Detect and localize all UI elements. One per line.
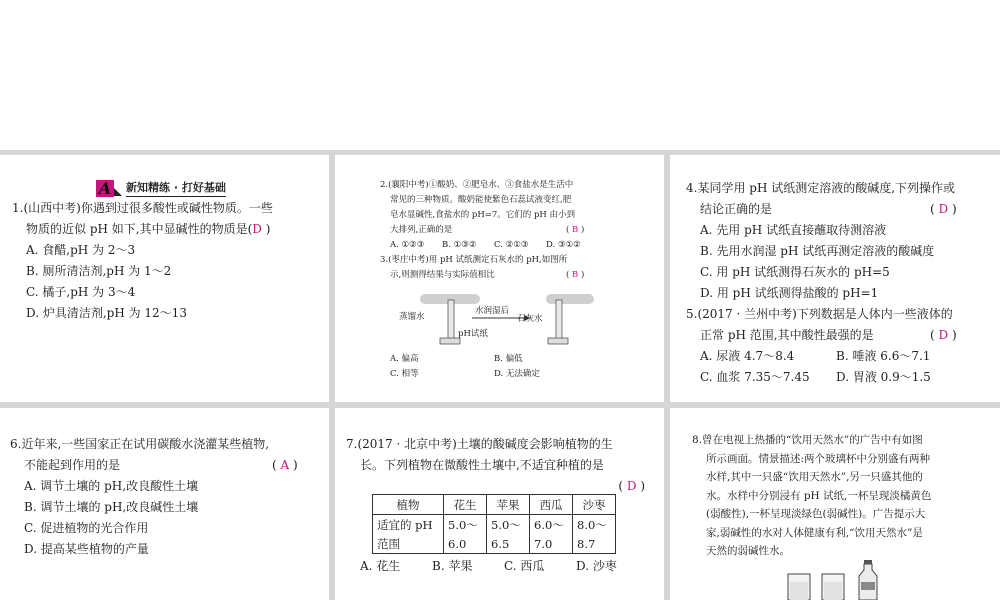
q1-option-d: D. 炉具清洁剂,pH 为 12～13	[26, 306, 187, 320]
q4-option-c: C. 用 pH 试纸测得石灰水的 pH=5	[700, 265, 890, 279]
section-header	[96, 179, 226, 197]
table-cell: 6.0	[444, 534, 487, 554]
q6-answer: A	[280, 458, 290, 472]
q7-ph-table	[372, 494, 616, 554]
bottle-label-icon	[861, 582, 875, 590]
q3-options	[390, 352, 540, 382]
ph-paper-left-icon	[440, 338, 460, 344]
q8-line3: 水样,其中一只盛“饮用天然水”,另一只盛其他的	[706, 471, 923, 483]
section-arrow-icon	[114, 188, 122, 196]
q6-option-b: B. 调节土壤的 pH,改良碱性土壤	[24, 500, 199, 514]
hand-right-icon	[546, 294, 594, 304]
q5-option-a: A. 尿液 4.7～8.4	[700, 349, 795, 363]
q1-answer: D	[252, 222, 262, 236]
q7-option-d: D. 沙枣	[576, 559, 617, 573]
q8-line1: 8.曾在电视上热播的“饮用天然水”的广告中有如图	[692, 434, 923, 446]
q1-line2: 物质的近似 pH 如下,其中显碱性的物质是(D )	[26, 222, 271, 236]
table-cell: 8.7	[573, 534, 616, 554]
q8-line6: 家,弱碱性的水对人体健康有利,“饮用天然水”是	[706, 526, 923, 539]
q3-answer: B	[572, 270, 579, 280]
top-blank-area	[0, 0, 1000, 150]
q8-line4: 水。水样中分别浸有 pH 试纸,一杯呈现淡橘黄色	[706, 489, 932, 502]
question-4	[686, 178, 976, 388]
dropper-left-icon	[448, 300, 454, 340]
section-title: 新知精练 · 打好基础	[126, 179, 226, 197]
table-row	[373, 495, 616, 515]
q4-line2: 结论正确的是 ( D )	[700, 202, 957, 216]
table-cell: 6.0～	[530, 515, 573, 535]
q5-option-d: D. 胃液 0.9～1.5	[836, 370, 931, 384]
table-cell: 5.0～	[487, 515, 530, 535]
q3-line2: 示,则测得结果与实际值相比 ( B )	[390, 270, 585, 280]
q4-option-b: B. 先用水润湿 pH 试纸再测定溶液的酸碱度	[700, 244, 935, 258]
q8-line2: 所示画面。情景描述:两个玻璃杯中分别盛有两种	[706, 452, 931, 465]
q7-option-a: A. 花生	[360, 559, 401, 573]
table-header-cell: 花生	[444, 495, 487, 515]
table-row	[373, 515, 616, 535]
q1-line1: 1.(山西中考)你遇到过很多酸性或碱性物质。一些	[12, 201, 273, 215]
q6-option-d: D. 提高某些植物的产量	[24, 542, 149, 556]
question-8	[692, 431, 931, 561]
q2-options	[380, 238, 602, 253]
q6-option-c: C. 促进植物的光合作用	[24, 521, 149, 535]
ph-paper-right-icon	[548, 338, 568, 344]
question-7	[346, 434, 651, 497]
q4-answer: D	[938, 202, 949, 216]
q1-option-c: C. 橘子,pH 为 3～4	[26, 285, 136, 299]
question-2	[380, 178, 602, 283]
q2-line3: 皂水显碱性,食盐水的 pH=7。它们的 pH 由小到	[390, 210, 576, 220]
q8-line7: 天然的弱碱性水。	[706, 545, 790, 557]
water-right-icon	[824, 582, 842, 600]
q4-option-d: D. 用 pH 试纸测得盐酸的 pH=1	[700, 286, 879, 300]
section-badge: A	[96, 180, 114, 197]
q4-option-a: A. 先用 pH 试纸直接蘸取待测溶液	[700, 223, 887, 237]
bottle-cap-icon	[864, 560, 872, 564]
q8-line5: (弱酸性),一杯呈现淡绿色(弱碱性)。广告提示大	[706, 508, 926, 520]
table-header-cell: 植物	[373, 495, 444, 515]
q2-line4: 大排列,正确的是 ( B )	[390, 225, 585, 235]
table-cell: 适宜的 pH	[373, 515, 444, 535]
q6-line1: 6.近年来,一些国家正在试用碳酸水浇灌某些植物,	[10, 437, 270, 451]
table-header-cell: 西瓜	[530, 495, 573, 515]
q7-option-c: C. 西瓜	[504, 559, 545, 573]
q5-answer: D	[938, 328, 949, 342]
table-row	[373, 534, 616, 554]
q3-option-b: B. 偏低	[494, 354, 523, 364]
q2-option-b: B. ①③②	[442, 240, 477, 250]
q7-line1: 7.(2017 · 北京中考)土壤的酸碱度会影响植物的生	[346, 437, 613, 451]
q7-options	[360, 556, 617, 577]
q8-cups-bottle-figure	[780, 560, 890, 600]
q7-answer: D	[626, 479, 637, 493]
table-cell: 7.0	[530, 534, 573, 554]
question-1	[12, 198, 273, 324]
q2-answer: B	[572, 225, 579, 235]
q5-option-c: C. 血浆 7.35～7.45	[700, 370, 810, 384]
table-cell: 8.0～	[573, 515, 616, 535]
fig-label-limewater: 石灰水	[517, 314, 543, 324]
q6-option-a: A. 调节土壤的 pH,改良酸性土壤	[24, 479, 199, 493]
q5-option-b: B. 唾液 6.6～7.1	[836, 349, 931, 363]
table-header-cell: 沙枣	[573, 495, 616, 515]
table-cell: 5.0～	[444, 515, 487, 535]
q7-line2: 长。下列植物在微酸性土壤中,不适宜种植的是	[360, 458, 604, 472]
fig-label-paper: pH试纸	[458, 329, 488, 339]
q3-option-d: D. 无法确定	[494, 369, 540, 379]
q5-line1: 5.(2017 · 兰州中考)下列数据是人体内一些液体的	[686, 307, 953, 321]
q4-line1: 4.某同学用 pH 试纸测定溶液的酸碱度,下列操作或	[686, 181, 956, 195]
q2-line1: 2.(襄阳中考)①酸奶、②肥皂水、③食盐水是生活中	[380, 180, 574, 190]
dropper-right-icon	[556, 300, 562, 340]
q3-line1: 3.(枣庄中考)用 pH 试纸测定石灰水的 pH,如图所	[380, 255, 568, 265]
q2-option-d: D. ③①②	[546, 240, 581, 250]
q1-option-a: A. 食醋,pH 为 2～3	[26, 243, 136, 257]
fig-label-water: 蒸馏水	[399, 312, 425, 322]
q6-line2: 不能起到作用的是 ( A )	[24, 458, 298, 472]
q7-option-b: B. 苹果	[432, 559, 473, 573]
q7-answer-line: ( D )	[618, 479, 645, 493]
q5-line2: 正常 pH 范围,其中酸性最强的是 ( D )	[700, 328, 957, 342]
table-cell: 范围	[373, 534, 444, 554]
fig-label-wet: 水润湿后	[475, 306, 510, 316]
q3-option-a: A. 偏高	[390, 354, 419, 364]
q1-option-b: B. 厕所清洁剂,pH 为 1～2	[26, 264, 172, 278]
table-cell: 6.5	[487, 534, 530, 554]
water-left-icon	[790, 582, 808, 600]
q2-line2: 常见的三种物质。酸奶能使紫色石蕊试液变红,肥	[390, 195, 572, 205]
q2-option-c: C. ②①③	[494, 240, 529, 250]
question-6	[10, 434, 315, 560]
q2-option-a: A. ①②③	[390, 240, 425, 250]
table-header-cell: 苹果	[487, 495, 530, 515]
q3-ph-test-figure	[396, 290, 596, 348]
q3-option-c: C. 相等	[390, 369, 419, 379]
